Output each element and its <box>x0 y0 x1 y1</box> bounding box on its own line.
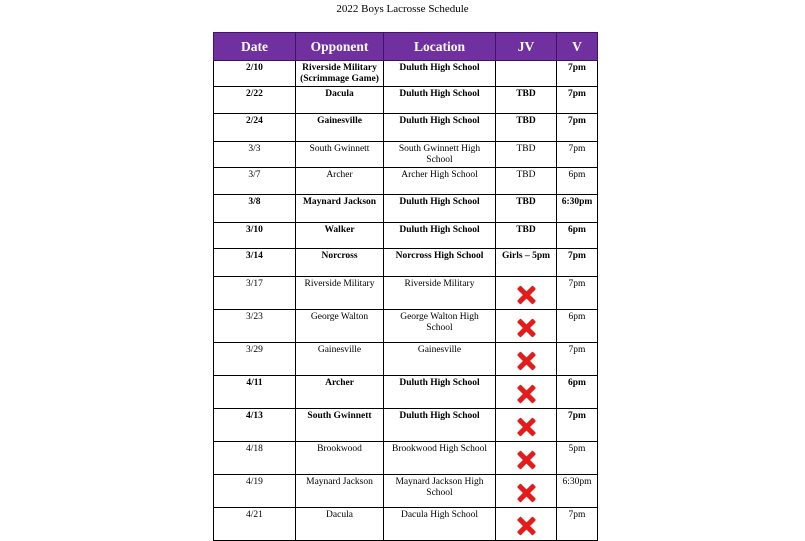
cell-date: 3/10 <box>214 223 296 249</box>
schedule-body <box>214 61 598 541</box>
header-v: V <box>557 33 598 61</box>
cell-opponent: Norcross <box>296 249 384 277</box>
cell-location: Dacula High School <box>384 508 496 541</box>
cell-jv <box>496 61 557 87</box>
cell-location: Archer High School <box>384 168 496 195</box>
cell-opponent: Dacula <box>296 87 384 114</box>
red-x-icon <box>516 384 536 404</box>
cell-location: Gainesville <box>384 343 496 376</box>
cell-opponent: Gainesville <box>296 114 384 142</box>
table-row <box>214 277 598 310</box>
header-location: Location <box>384 33 496 61</box>
table-row <box>214 475 598 508</box>
table-row <box>214 223 598 249</box>
red-x-icon <box>516 351 536 371</box>
cell-opponent: Riverside Military <box>296 277 384 310</box>
red-x-icon <box>516 285 536 305</box>
cell-v: 7pm <box>557 343 598 376</box>
cell-location: Riverside Military <box>384 277 496 310</box>
schedule-header <box>214 33 598 61</box>
table-row <box>214 61 598 87</box>
cell-opponent: South Gwinnett <box>296 142 384 168</box>
cell-v: 6pm <box>557 223 598 249</box>
cell-jv: TBD <box>496 142 557 168</box>
cell-date: 3/3 <box>214 142 296 168</box>
cell-location: South Gwinnett High School <box>384 142 496 168</box>
cell-date: 4/19 <box>214 475 296 508</box>
cell-location: Duluth High School <box>384 223 496 249</box>
cell-opponent: Archer <box>296 376 384 409</box>
cell-date: 2/22 <box>214 87 296 114</box>
cell-v: 7pm <box>557 114 598 142</box>
cell-v: 7pm <box>557 409 598 442</box>
cell-jv <box>496 508 557 541</box>
cell-opponent: Riverside Military (Scrimmage Game) <box>296 61 384 87</box>
cell-location: George Walton High School <box>384 310 496 343</box>
cell-date: 3/8 <box>214 195 296 223</box>
cell-location: Duluth High School <box>384 409 496 442</box>
cell-jv <box>496 409 557 442</box>
header-date: Date <box>214 33 296 61</box>
cell-v: 5pm <box>557 442 598 475</box>
cell-jv: TBD <box>496 223 557 249</box>
table-row <box>214 508 598 541</box>
table-row <box>214 142 598 168</box>
table-row <box>214 249 598 277</box>
cell-opponent: South Gwinnett <box>296 409 384 442</box>
red-x-icon <box>516 516 536 536</box>
cell-date: 3/7 <box>214 168 296 195</box>
cell-jv <box>496 376 557 409</box>
cell-location: Maynard Jackson High School <box>384 475 496 508</box>
cell-date: 3/23 <box>214 310 296 343</box>
cell-opponent: Maynard Jackson <box>296 475 384 508</box>
cell-opponent: Brookwood <box>296 442 384 475</box>
cell-date: 3/17 <box>214 277 296 310</box>
cell-date: 4/11 <box>214 376 296 409</box>
cell-v: 7pm <box>557 142 598 168</box>
schedule-table <box>213 32 598 541</box>
cell-opponent: Archer <box>296 168 384 195</box>
cell-v: 6pm <box>557 168 598 195</box>
cell-v: 7pm <box>557 249 598 277</box>
cell-location: Norcross High School <box>384 249 496 277</box>
cell-v: 6:30pm <box>557 195 598 223</box>
cell-date: 4/18 <box>214 442 296 475</box>
header-opponent: Opponent <box>296 33 384 61</box>
cell-v: 7pm <box>557 508 598 541</box>
table-row <box>214 310 598 343</box>
cell-jv: Girls – 5pm <box>496 249 557 277</box>
cell-jv: TBD <box>496 195 557 223</box>
cell-jv: TBD <box>496 114 557 142</box>
cell-jv <box>496 310 557 343</box>
cell-v: 6pm <box>557 376 598 409</box>
red-x-icon <box>516 318 536 338</box>
table-row <box>214 343 598 376</box>
cell-v: 7pm <box>557 87 598 114</box>
cell-date: 2/24 <box>214 114 296 142</box>
cell-date: 4/21 <box>214 508 296 541</box>
cell-v: 6pm <box>557 310 598 343</box>
cell-opponent: Dacula <box>296 508 384 541</box>
cell-opponent: Gainesville <box>296 343 384 376</box>
cell-location: Duluth High School <box>384 61 496 87</box>
cell-jv <box>496 475 557 508</box>
cell-v: 7pm <box>557 61 598 87</box>
table-row <box>214 376 598 409</box>
page-title: 2022 Boys Lacrosse Schedule <box>336 3 469 15</box>
cell-location: Duluth High School <box>384 114 496 142</box>
table-row <box>214 409 598 442</box>
red-x-icon <box>516 450 536 470</box>
cell-jv <box>496 343 557 376</box>
table-row <box>214 195 598 223</box>
table-row <box>214 442 598 475</box>
cell-opponent: Walker <box>296 223 384 249</box>
table-row <box>214 87 598 114</box>
cell-jv <box>496 277 557 310</box>
cell-location: Duluth High School <box>384 195 496 223</box>
cell-v: 6:30pm <box>557 475 598 508</box>
cell-date: 3/14 <box>214 249 296 277</box>
cell-date: 2/10 <box>214 61 296 87</box>
header-jv: JV <box>496 33 557 61</box>
cell-location: Brookwood High School <box>384 442 496 475</box>
cell-date: 4/13 <box>214 409 296 442</box>
cell-date: 3/29 <box>214 343 296 376</box>
table-row <box>214 114 598 142</box>
cell-jv: TBD <box>496 87 557 114</box>
cell-jv: TBD <box>496 168 557 195</box>
cell-opponent: Maynard Jackson <box>296 195 384 223</box>
cell-location: Duluth High School <box>384 87 496 114</box>
cell-v: 7pm <box>557 277 598 310</box>
red-x-icon <box>516 417 536 437</box>
table-row <box>214 168 598 195</box>
cell-jv <box>496 442 557 475</box>
cell-location: Duluth High School <box>384 376 496 409</box>
cell-opponent: George Walton <box>296 310 384 343</box>
red-x-icon <box>516 483 536 503</box>
